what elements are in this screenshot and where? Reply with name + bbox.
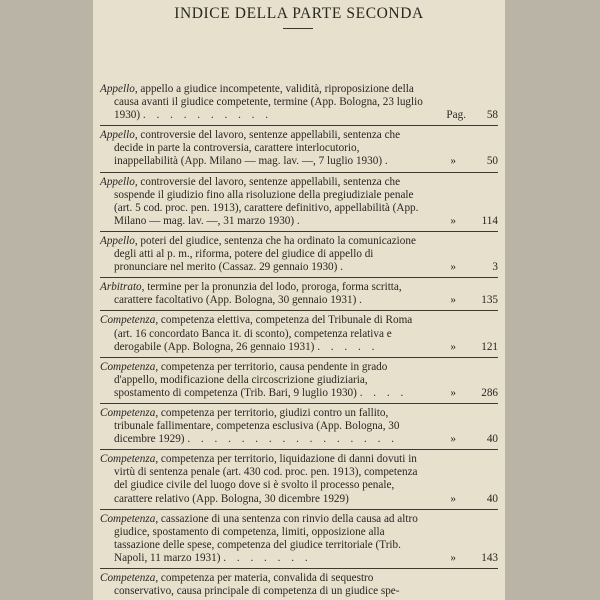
- page-prefix: »: [450, 551, 456, 564]
- entry-keyword: Arbitrato: [100, 281, 142, 294]
- entry-keyword: Competenza: [100, 406, 156, 419]
- page-prefix: Pag.: [446, 109, 466, 122]
- entry-keyword: Competenza: [100, 512, 156, 525]
- entry-text: , termine per la pronunzia del lodo, proroga, forma scritta, carattere facoltativo (App. Bologna, 30 gennaio 1931): [114, 281, 402, 307]
- page-prefix: »: [450, 214, 456, 227]
- index-entry: [100, 572, 498, 600]
- entry-text: , competenza per materia, convalida di sequestro conservativo, causa principale di competenza di un giudice spe-: [114, 572, 400, 598]
- page-number: 143: [481, 551, 498, 564]
- entry-keyword: Competenza: [100, 572, 156, 584]
- index-entry: [100, 83, 498, 126]
- page-reference: [426, 387, 498, 400]
- entry-text: , cassazione di una sentenza con rinvio della causa ad altro giudice, spostamento di competenza, limiti, opposizione alla tassazione delle spese, competenza del giudice territoriale (Trib. Napoli, 11 marzo 1931): [114, 512, 418, 564]
- leader-dots: . . . . . . .: [223, 551, 312, 564]
- page-prefix: »: [450, 492, 456, 505]
- index-title: INDICE DELLA PARTE SECONDA: [174, 5, 424, 22]
- page-number: 114: [481, 214, 498, 227]
- page-prefix: »: [450, 294, 456, 307]
- index-entry: [100, 361, 498, 404]
- page-number: 121: [481, 340, 498, 353]
- entry-keyword: Competenza: [100, 360, 156, 373]
- page-reference: [426, 155, 498, 168]
- page-prefix: »: [450, 155, 456, 168]
- entry-text: , appello a giudice incompetente, validità, riproposizione della causa avanti il giudice competente, termine (App. Bologna, 23 luglio 1930): [114, 83, 423, 122]
- page-prefix: »: [450, 433, 456, 446]
- index-entry: [100, 453, 498, 509]
- page-number: 135: [481, 294, 498, 307]
- entry-text: , controversie del lavoro, sentenze appellabili, sentenza che sospende il giudizio fino alla risoluzione della pregiudiziale penale (art. 5 cod. proc. pen. 1913), carattere definitivo, appellabilità (App. Milano — mag. lav. —, 31 marzo 1930): [114, 175, 419, 227]
- page-number: 3: [492, 261, 498, 274]
- page-number: 286: [481, 386, 498, 399]
- entry-text: , competenza per territorio, causa pendente in grado d'appello, modificazione della circoscrizione giudiziaria, spostamento di competenza (Trib. Bari, 9 luglio 1930): [114, 360, 388, 399]
- leader-dots: .: [340, 261, 347, 274]
- entry-text: , controversie del lavoro, sentenze appellabili, sentenza che decide in parte la controversia, carattere interlocutorio, inappellabilità (App. Milano — mag. lav. —, 7 luglio 1930): [114, 129, 401, 168]
- index-entry: [100, 176, 498, 232]
- page-number: 40: [486, 492, 498, 505]
- page-number: 50: [486, 155, 498, 168]
- leader-dots: . . . . . . . . . . . . . . . .: [187, 433, 399, 446]
- entry-keyword: Competenza: [100, 314, 156, 327]
- index-entry: [100, 129, 498, 172]
- leader-dots: . . . .: [359, 386, 408, 399]
- index-entry: [100, 407, 498, 450]
- title-rule: [283, 28, 313, 29]
- page-reference: [426, 294, 498, 307]
- page-reference: [426, 261, 498, 274]
- entry-text: , poteri del giudice, sentenza che ha ordinato la comunicazione degli atti al p. m., riforma, potere del giudice di appello di pronunciare nel merito (Cassaz. 29 gennaio 1930): [114, 234, 416, 274]
- page-reference: [426, 341, 498, 354]
- page-reference: [426, 552, 498, 565]
- entry-keyword: Appello: [100, 83, 135, 95]
- leader-dots: .: [359, 294, 366, 307]
- index-entry-list: [100, 83, 498, 600]
- entry-text: , competenza elettiva, competenza del Tribunale di Roma (art. 16 concordato Banca it. di sconto), competenza relativa e derogabile (App. Bologna, 26 gennaio 1931): [114, 314, 413, 353]
- index-entry: [100, 314, 498, 357]
- entry-text: , competenza per territorio, giudizi contro un fallito, tribunale fallimentare, competenza esclusiva (App. Bologna, 30 dicembre 1929): [114, 406, 400, 446]
- leader-dots: . . . . . . . . . .: [142, 109, 273, 122]
- page-reference: [426, 493, 498, 506]
- page-number: 40: [486, 433, 498, 446]
- entry-text: , competenza per territorio, liquidazione di danni dovuti in virtù di sentenza penale (art. 430 cod. proc. pen. 1913), competenza del giudice civile del luogo dove si è svolto il processo penale, carattere relativo (App. Bologna, 30 dicembre 1929): [114, 453, 418, 505]
- leader-dots: .: [384, 155, 392, 168]
- book-page: [93, 0, 505, 600]
- page-prefix: »: [450, 340, 456, 353]
- leader-dots: .: [296, 214, 304, 227]
- page-reference: [426, 109, 498, 122]
- index-entry: [100, 513, 498, 569]
- page-number: 58: [486, 109, 498, 122]
- index-entry: [100, 281, 498, 311]
- page-reference: [426, 433, 498, 446]
- page-reference: [426, 215, 498, 228]
- entry-keyword: Competenza: [100, 453, 156, 466]
- page-prefix: »: [450, 386, 456, 399]
- leader-dots: . . . . .: [317, 340, 379, 353]
- entry-keyword: Appello: [100, 234, 135, 247]
- entry-keyword: Appello: [100, 175, 135, 188]
- index-entry: [100, 235, 498, 278]
- page-prefix: »: [450, 261, 456, 274]
- entry-keyword: Appello: [100, 129, 135, 142]
